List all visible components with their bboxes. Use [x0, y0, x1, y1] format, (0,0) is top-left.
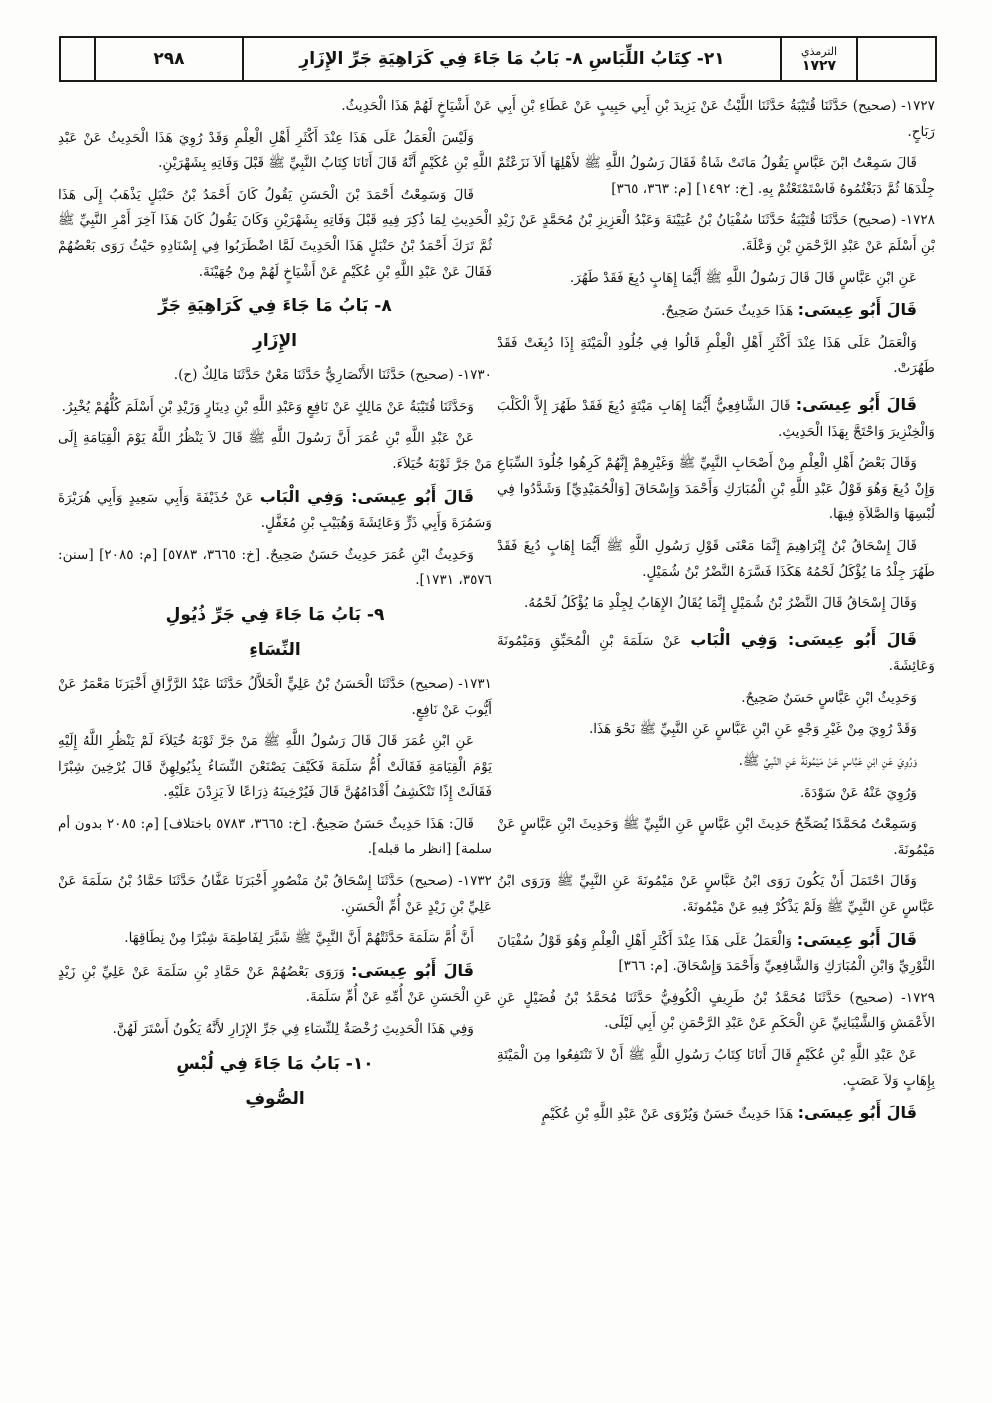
commentary-paragraph: وَحَدِيثُ ابْنِ عَبَّاسٍ حَسَنٌ صَحِيحٌ. — [741, 689, 917, 706]
hadith-1730-text: عَنْ عَبْدِ اللَّهِ بْنِ عُمَرَ أَنَّ رَسُولَ اللَّهِ ﷺ قَالَ لاَ يَنْظُرُ اللَّهُ يَوْمَ الْقِيَامَةِ إِلَى مَنْ جَرَّ ثَوْبَهُ خُيَلاَءَ. — [58, 430, 492, 472]
comment-text: وَرَوَى بَعْضُهُمْ عَنْ حَمَّادِ بْنِ سَلَمَةَ عَنْ عَلِيِّ بْنِ زَيْدٍ عَنِ الْحَسَنِ عَنْ أُمِّهِ عَنْ أُمِّ سَلَمَةَ. — [58, 963, 492, 1006]
commentary-paragraph: وَقَالَ احْتَمَلَ أَنْ يَكُونَ رَوَى ابْنُ عَبَّاسٍ عَنْ مَيْمُونَةَ عَنِ النَّبِيِّ ﷺ وَرَوَى ابْنُ عَبَّاسٍ عَنِ النَّبِيِّ ﷺ وَلَمْ يَذْكُرْ فِيهِ عَنْ مَيْمُونَةَ. — [497, 873, 935, 916]
abu-isa-comment — [58, 958, 492, 1011]
hadith-1727-chain: ١٧٢٧- (صحيح) حَدَّثَنَا قُتَيْبَةُ حَدَّثَنَا اللَّيْثُ عَنْ يَزِيدَ بْنِ أَبِي حَبِيبٍ عَنْ عَطَاءِ بْنِ أَبِي رَبَاحٍ. — [497, 98, 935, 140]
commentary-paragraph: قَالَ وَسَمِعْتُ أَحْمَدَ بْنَ الْحَسَنِ يَقُولُ كَانَ أَحْمَدُ بْنُ حَنْبَلٍ يَذْهَبُ إِلَى هَذَا الْحَدِيثِ لِمَا ذُكِرَ فِيهِ قَبْلَ وَفَاتِهِ بِشَهْرَيْنِ وَكَانَ يَقُولُ كَانَ هَذَا آخِرَ أَمْرِ النَّبِيِّ ﷺ ثُمَّ تَرَكَ أَحْمَدُ بْنُ حَنْبَلٍ هَذَا الْحَدِيثَ لَمَّا اضْطَرَبُوا فِي إِسْنَادِهِ حَيْثُ رَوَى بَعْضُهُمْ فَقَالَ عَنْ عَبْدِ اللَّهِ بْنِ عُكَيْمٍ عَنْ أَشْيَاخٍ لَهُمْ مِنْ جُهَيْنَةَ. — [58, 186, 492, 280]
hadith-1730-chain-2: وَحَدَّثَنَا قُتَيْبَةُ عَنْ مَالِكٍ عَنْ نَافِعٍ وَعَبْدِ اللَّهِ بْنِ دِينَارٍ وَزَيْدِ بْنِ أَسْلَمَ كُلُّهُمْ يُخْبِرُ. — [61, 398, 474, 415]
hadith-1731-chain: ١٧٣١- (صحيح) حَدَّثَنَا الْحَسَنُ بْنُ عَلِيٍّ الْخَلاَّلُ حَدَّثَنَا عَبْدُ الرَّزَّاقِ أَخْبَرَنَا مَعْمَرٌ عَنْ أَيُّوبَ عَنْ نَافِعٍ. — [58, 675, 492, 718]
hadith-1729-chain: ١٧٢٩- (صحيح) حَدَّثَنَا مُحَمَّدُ بْنُ طَرِيفٍ الْكُوفِيُّ حَدَّثَنَا مُحَمَّدُ بْنُ فُضَيْلٍ عَنِ الأَعْمَشِ وَالشَّيْبَانِيِّ عَنِ الْحَكَمِ عَنْ عَبْدِ الرَّحْمَنِ بْنِ أَبِي لَيْلَى. — [497, 989, 935, 1032]
commentary-paragraph: وَقَالَ إِسْحَاقُ قَالَ النَّضْرُ بْنُ شُمَيْلٍ إِنَّمَا يُقَالُ الإِهَابُ لِجِلْدِ مَا يُؤْكَلُ لَحْمُهُ. — [524, 595, 917, 612]
grading-references: وَحَدِيثُ ابْنِ عُمَرَ حَدِيثٌ حَسَنٌ صَحِيحٌ. [خ: ٣٦٦٥، ٥٧٨٣] [م: ٢٠٨٥] [سنن: ٣٥٧٦، ١٧٣١]. — [58, 546, 492, 589]
abu-isa-comment — [58, 812, 492, 863]
comment-text: قَالَ الشَّافِعِيُّ أَيُّمَا إِهَابِ مَيْتَةٍ دُبِغَ فَقَدْ طَهُرَ إِلاَّ الْكَلْبَ وَالْخِنْزِيرَ وَاحْتَجَّ بِهَذَا الْحَدِيثِ. — [497, 397, 935, 440]
grading: هَذَا حَدِيثٌ حَسَنٌ صَحِيحٌ. — [661, 303, 794, 320]
abu-isa-comment — [58, 484, 492, 537]
chapter-9-heading: ٩- بَابُ مَا جَاءَ فِي جَرِّ ذُيُولِ — [165, 604, 385, 625]
scholars-practice: وَالْعَمَلُ عَلَى هَذَا عِنْدَ أَكْثَرِ أَهْلِ الْعِلْمِ قَالُوا فِي جُلُودِ الْمَيْتَةِ إِذَا دُبِغَتْ فَقَدْ طَهُرَتْ. — [497, 334, 935, 377]
chapter-10-heading-line2: الصُّوفِ — [245, 1088, 305, 1109]
abu-isa-label: قَالَ أَبُو عِيسَى: — [797, 1103, 917, 1123]
hadith-1732-text: أَنَّ أُمَّ سَلَمَةَ حَدَّثَتْهُمْ أَنَّ النَّبِيَّ ﷺ شَبَّرَ لِفَاطِمَةَ شِبْرًا مِنْ نِطَاقِهَا. — [124, 930, 474, 947]
header-right-cell — [858, 38, 935, 80]
comment-label: قَالَ: — [448, 815, 474, 832]
comment-text: وَالْعَمَلُ عَلَى هَذَا عِنْدَ أَكْثَرِ أَهْلِ الْعِلْمِ وَهُوَ قَوْلُ سُفْيَانَ الثَّوْرِيِّ وَابْنِ الْمُبَارَكِ وَالشَّافِعِيِّ وَأَحْمَدَ وَإِسْحَاقَ. [م: ٣٦٦] — [497, 932, 935, 975]
abu-isa-comment — [497, 392, 935, 445]
abu-isa-label: قَالَ أَبُو عِيسَى: — [797, 300, 917, 320]
comment-text: عَنْ حُذَيْفَةَ وَأَبِي سَعِيدٍ وَأَبِي هُرَيْرَةَ وَسَمُرَةَ وَأَبِي ذَرٍّ وَعَائِشَةَ وَهُبَيْبِ بْنِ مُغَفَّلٍ. — [58, 489, 492, 532]
left-column — [58, 94, 492, 1121]
header-left-cell — [61, 38, 96, 80]
commentary-paragraph: وَفِي هَذَا الْحَدِيثِ رُخْصَةٌ لِلنِّسَاءِ فِي جَرِّ الإِزَارِ لأَنَّهُ يَكُونُ أَسْتَرَ لَهُنَّ. — [112, 1021, 474, 1038]
abu-isa-label: قَالَ أَبُو عِيسَى: — [795, 394, 917, 414]
hadith-1728-text: عَنِ ابْنِ عَبَّاسٍ قَالَ قَالَ رَسُولُ اللَّهِ ﷺ أَيُّمَا إِهَابٍ دُبِغَ فَقَدْ طَهُرَ. — [569, 269, 917, 286]
abu-isa-label: قَالَ أَبُو عِيسَى: وَفِي الْبَاب — [690, 629, 917, 649]
book-reference — [782, 38, 858, 80]
comment-text: عَنْ سَلَمَةَ بْنِ الْمُحَبِّقِ وَمَيْمُونَةَ وَعَائِشَةَ. — [497, 632, 935, 675]
abu-isa-comment — [497, 627, 935, 680]
hadith-1729-text: عَنْ عَبْدِ اللَّهِ بْنِ عُكَيْمٍ قَالَ أَتَانَا كِتَابُ رَسُولِ اللَّهِ ﷺ أَنْ لاَ تَنْتَفِعُوا مِنَ الْمَيْتَةِ بِإِهَابٍ وَلاَ عَصَبٍ. — [497, 1047, 935, 1089]
abu-isa-comment — [497, 927, 935, 980]
hadith-1728-chain: ١٧٢٨- (صحيح) حَدَّثَنَا قُتَيْبَةُ حَدَّثَنَا سُفْيَانُ بْنُ عُيَيْنَةَ وَعَبْدُ الْعَزِيزِ بْنُ مُحَمَّدٍ عَنْ زَيْدِ بْنِ أَسْلَمَ عَنْ عَبْدِ الرَّحْمَنِ بْنِ وَعْلَةَ. — [497, 212, 935, 254]
chapter-8-heading-line2: الإِزَارِ — [253, 331, 297, 352]
chapter-9-heading-line2: النِّسَاءِ — [249, 639, 301, 660]
comment-text: هَذَا حَدِيثٌ حَسَنٌ صَحِيحٌ. [خ: ٣٦٦٥، ٥٧٨٣ باختلاف] [م: ٢٠٨٥ بدون أم سلمة] [انظر ما قبله]. — [58, 815, 492, 858]
running-title: ٢١- كِتَابُ اللِّبَاسِ ٨- بَابُ مَا جَاءَ فِي كَرَاهِيَةِ جَرِّ الإِزَارِ — [244, 38, 782, 80]
hadith-1732-chain: ١٧٣٢- (صحيح) حَدَّثَنَا إِسْحَاقُ بْنُ مَنْصُورٍ أَخْبَرَنَا عَفَّانُ حَدَّثَنَا حَمَّادُ بْنُ سَلَمَةَ عَنْ عَلِيِّ بْنِ زَيْدٍ عَنْ أُمِّ الْحَسَنِ. — [58, 873, 492, 915]
hadith-1730-chain: ١٧٣٠- (صحيح) حَدَّثَنَا الأَنْصَارِيُّ حَدَّثَنَا مَعْنٌ حَدَّثَنَا مَالِكٌ (ح). — [173, 367, 492, 384]
abu-isa-label: قَالَ أَبُو عِيسَى: — [796, 929, 918, 949]
hadith-1731-text: عَنِ ابْنِ عُمَرَ قَالَ قَالَ رَسُولُ اللَّهِ ﷺ مَنْ جَرَّ ثَوْبَهُ خُيَلاَءَ لَمْ يَنْظُرِ اللَّهُ إِلَيْهِ يَوْمَ الْقِيَامَةِ فَقَالَتْ أُمُّ سَلَمَةَ فَكَيْفَ يَصْنَعْنَ النِّسَاءُ بِذُيُولِهِنَّ قَالَ يُرْخِينَ شِبْرًا فَقَالَتْ إِذًا تَنْكَشِفُ أَقْدَامُهُنَّ قَالَ فَيُرْخِينَهُ ذِرَاعًا لاَ يَزِدْنَ عَلَيْهِ. — [58, 733, 492, 801]
commentary-paragraph: وَلَيْسَ الْعَمَلُ عَلَى هَذَا عِنْدَ أَكْثَرِ أَهْلِ الْعِلْمِ وَقَدْ رُوِيَ هَذَا الْحَدِيثُ عَنْ عَبْدِ اللَّهِ بْنِ عُكَيْمٍ أَنَّهُ قَالَ أَتَانَا كِتَابُ النَّبِيِّ ﷺ قَبْلَ وَفَاتِهِ بِشَهْرَيْنِ. — [58, 129, 492, 172]
abu-isa-comment — [497, 297, 935, 325]
chapter-8-heading: ٨- بَابُ مَا جَاءَ فِي كَرَاهِيَةِ جَرِّ — [158, 296, 392, 317]
page-number: ٢٩٨ — [96, 38, 244, 80]
commentary-paragraph: وَقَالَ بَعْضُ أَهْلِ الْعِلْمِ مِنْ أَصْحَابِ النَّبِيِّ ﷺ وَغَيْرِهِمْ إِنَّهُمْ كَرِهُوا جُلُودَ السِّبَاعِ وَإِنْ دُبِغَ وَهُوَ قَوْلُ عَبْدِ اللَّهِ بْنِ الْمُبَارَكِ وَأَحْمَدَ وَإِسْحَاقَ [وَالْحُمَيْدِيِّ] وَشَدَّدُوا فِي لُبْسِهَا وَالصَّلاَةِ فِيهَا. — [497, 455, 935, 523]
hadith-1727-text: قَالَ سَمِعْتُ ابْنَ عَبَّاسٍ يَقُولُ مَاتَتْ شَاةٌ فَقَالَ رَسُولُ اللَّهِ ﷺ لأَهْلِهَا أَلاَ نَزَعْتُمْ جِلْدَهَا ثُمَّ دَبَغْتُمُوهُ فَاسْتَمْتَعْتُمْ بِهِ. [خ: ١٤٩٢] [م: ٣٦٣، ٣٦٥] — [497, 155, 935, 197]
abu-isa-label: قَالَ أَبُو عِيسَى: وَفِي الْبَاب — [259, 486, 474, 506]
chapter-10-heading: ١٠- بَابُ مَا جَاءَ فِي لُبْسِ — [176, 1053, 374, 1074]
commentary-paragraph: وَرُوِيَ عَنِ ابْنِ عَبَّاسٍ عَنْ مَيْمُونَةَ عَنِ النَّبِيِّ ﷺ. — [738, 753, 917, 770]
commentary-paragraph: وَسَمِعْتُ مُحَمَّدًا يُصَحِّحُ حَدِيثَ ابْنِ عَبَّاسٍ عَنِ النَّبِيِّ ﷺ وَحَدِيثَ ابْنِ عَبَّاسٍ عَنْ مَيْمُونَةَ. — [497, 816, 935, 858]
book-label: الترمذي — [800, 45, 838, 58]
page-header — [59, 36, 937, 82]
abu-isa-comment — [497, 1100, 935, 1128]
comment-text: هَذَا حَدِيثٌ حَسَنٌ وَيُرْوَى عَنْ عَبْدِ اللَّهِ بْنِ عُكَيْمٍ — [541, 1106, 794, 1123]
hadith-range: ١٧٢٧ — [801, 58, 837, 74]
continuation-line: عَنْ أَشْيَاخٍ لَهُمْ هَذَا الْحَدِيثُ. — [341, 98, 492, 114]
commentary-paragraph: وَرُوِيَ عَنْهُ عَنْ سَوْدَةَ. — [799, 784, 917, 801]
commentary-paragraph: قَالَ إِسْحَاقُ بْنُ إِبْرَاهِيمَ إِنَّمَا مَعْنَى قَوْلِ رَسُولِ اللَّهِ ﷺ أَيُّمَا إِهَابٍ دُبِغَ فَقَدْ طَهُرَ جِلْدُ مَا يُؤْكَلُ لَحْمُهُ هَكَذَا فَسَّرَهُ النَّضْرُ بْنُ شُمَيْلٍ. — [497, 537, 935, 580]
abu-isa-label: قَالَ أَبُو عِيسَى: — [351, 960, 474, 980]
commentary-paragraph: وَقَدْ رُوِيَ مِنْ غَيْرِ وَجْهٍ عَنِ ابْنِ عَبَّاسٍ عَنِ النَّبِيِّ ﷺ نَحْوَ هَذَا. — [588, 721, 917, 738]
right-column — [497, 94, 935, 1134]
